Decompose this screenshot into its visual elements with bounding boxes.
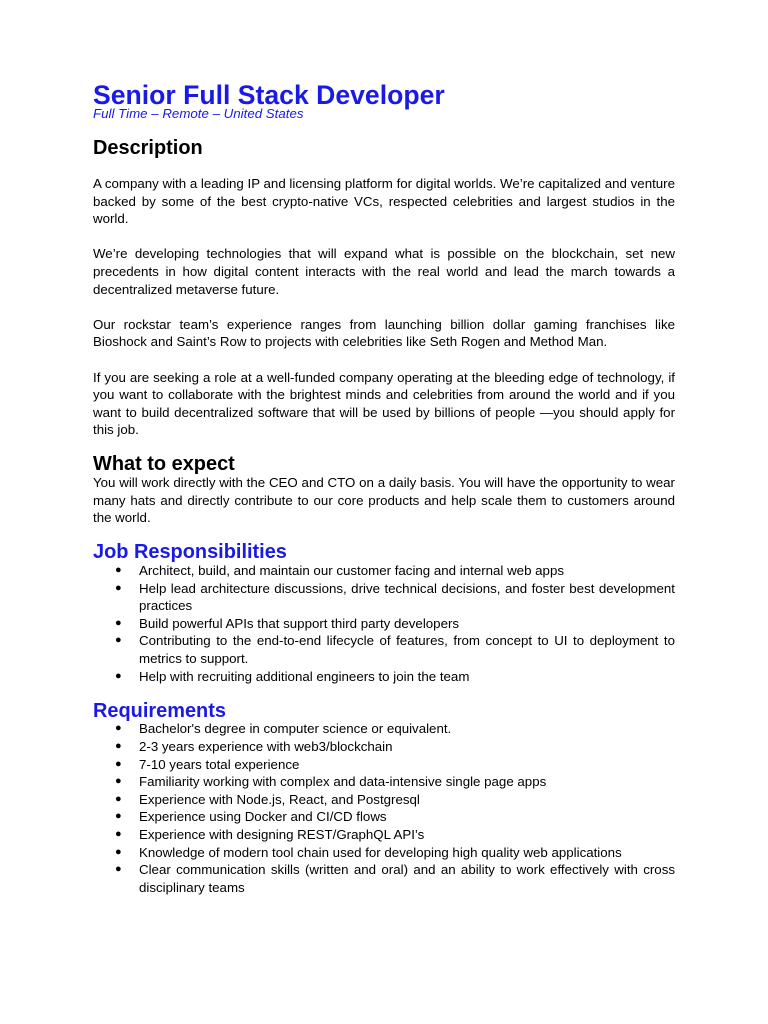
list-item-text: Build powerful APIs that support third party developers (139, 615, 460, 631)
bullet-icon: ● (115, 810, 122, 823)
spacer (93, 157, 675, 175)
document-page (93, 80, 675, 896)
requirements-heading: Requirements (93, 699, 226, 722)
list-item (93, 720, 675, 738)
description-paragraph-1: A company with a leading IP and licensing platform for digital worlds. We’re capitalized and venture backed by some of the best crypto-native VCs, respected celebrities and largest studios in the world. (93, 175, 675, 227)
description-paragraph-3: Our rockstar team’s experience ranges from launching billion dollar gaming franchises like Bioshock and Saint’s Row to projects with celebrities like Seth Rogen and Method Man. (93, 316, 675, 350)
bullet-icon: ● (115, 722, 122, 735)
list-item-text: Clear communication skills (written and oral) and an ability to work effectively with cross disciplinary teams (139, 862, 675, 895)
bullet-icon: ● (115, 581, 122, 594)
list-item-text: Knowledge of modern tool chain used for developing high quality web applications (139, 844, 622, 860)
bullet-icon: ● (115, 616, 122, 629)
bullet-icon: ● (115, 669, 122, 682)
bullet-icon: ● (115, 863, 122, 876)
list-item (93, 562, 675, 580)
list-item-text: Help with recruiting additional engineers to join the team (139, 668, 470, 684)
description-heading: Description (93, 136, 203, 159)
bullet-icon: ● (115, 845, 122, 858)
job-responsibilities-heading: Job Responsibilities (93, 541, 287, 564)
list-item-text: Bachelor's degree in computer science or equivalent. (139, 721, 452, 737)
list-item (93, 738, 675, 756)
list-item (93, 791, 675, 809)
list-item (93, 668, 675, 686)
list-item (93, 861, 675, 896)
responsibilities-list (93, 562, 675, 685)
list-item-text: Experience using Docker and CI/CD flows (139, 809, 387, 825)
what-to-expect-heading: What to expect (93, 453, 235, 476)
job-subtitle: Full Time – Remote – United States (93, 105, 304, 121)
description-paragraph-4: If you are seeking a role at a well-funded company operating at the bleeding edge of technology, if you want to collaborate with the brightest minds and celebrities from around the world and if you want to build decentralized software that will be used by billions of people —you should apply for this job. (93, 369, 675, 438)
bullet-icon: ● (115, 739, 122, 752)
bullet-icon: ● (115, 634, 122, 647)
list-item (93, 826, 675, 844)
job-title: Senior Full Stack Developer (93, 80, 445, 110)
bullet-icon: ● (115, 827, 122, 840)
list-item-text: Familiarity working with complex and data-intensive single page apps (139, 774, 547, 790)
bullet-icon: ● (115, 775, 122, 788)
bullet-icon: ● (115, 757, 122, 770)
list-item (93, 773, 675, 791)
list-item-text: Help lead architecture discussions, drive technical decisions, and foster best development practices (139, 580, 675, 614)
what-to-expect-text: You will work directly with the CEO and CTO on a daily basis. You will have the opportunity to wear many hats and directly contribute to our core products and help scale them to customers around the world. (93, 475, 675, 526)
bullet-icon: ● (115, 792, 122, 805)
list-item-text: Architect, build, and maintain our customer facing and internal web apps (139, 563, 565, 579)
list-item (93, 632, 675, 667)
list-item-text: Contributing to the end-to-end lifecycle of features, from concept to UI to deployment to metrics to support. (139, 633, 675, 666)
spacer (93, 298, 675, 316)
list-item-text: Experience with Node.js, React, and Postgresql (139, 791, 420, 807)
list-item-text: 7-10 years total experience (139, 756, 300, 772)
list-item (93, 844, 675, 862)
list-item-text: Experience with designing REST/GraphQL API’s (139, 826, 425, 842)
description-paragraph-2: We’re developing technologies that will expand what is possible on the blockchain, set new precedents in how digital content interacts with the real world and lead the march towards a decentralized metaverse future. (93, 246, 675, 297)
list-item (93, 756, 675, 774)
list-item (93, 615, 675, 633)
list-item-text: 2-3 years experience with web3/blockchain (139, 738, 393, 754)
spacer (93, 351, 675, 369)
spacer (93, 228, 675, 246)
requirements-list (93, 720, 675, 896)
list-item (93, 808, 675, 826)
bullet-icon: ● (115, 564, 122, 577)
list-item (93, 580, 675, 615)
